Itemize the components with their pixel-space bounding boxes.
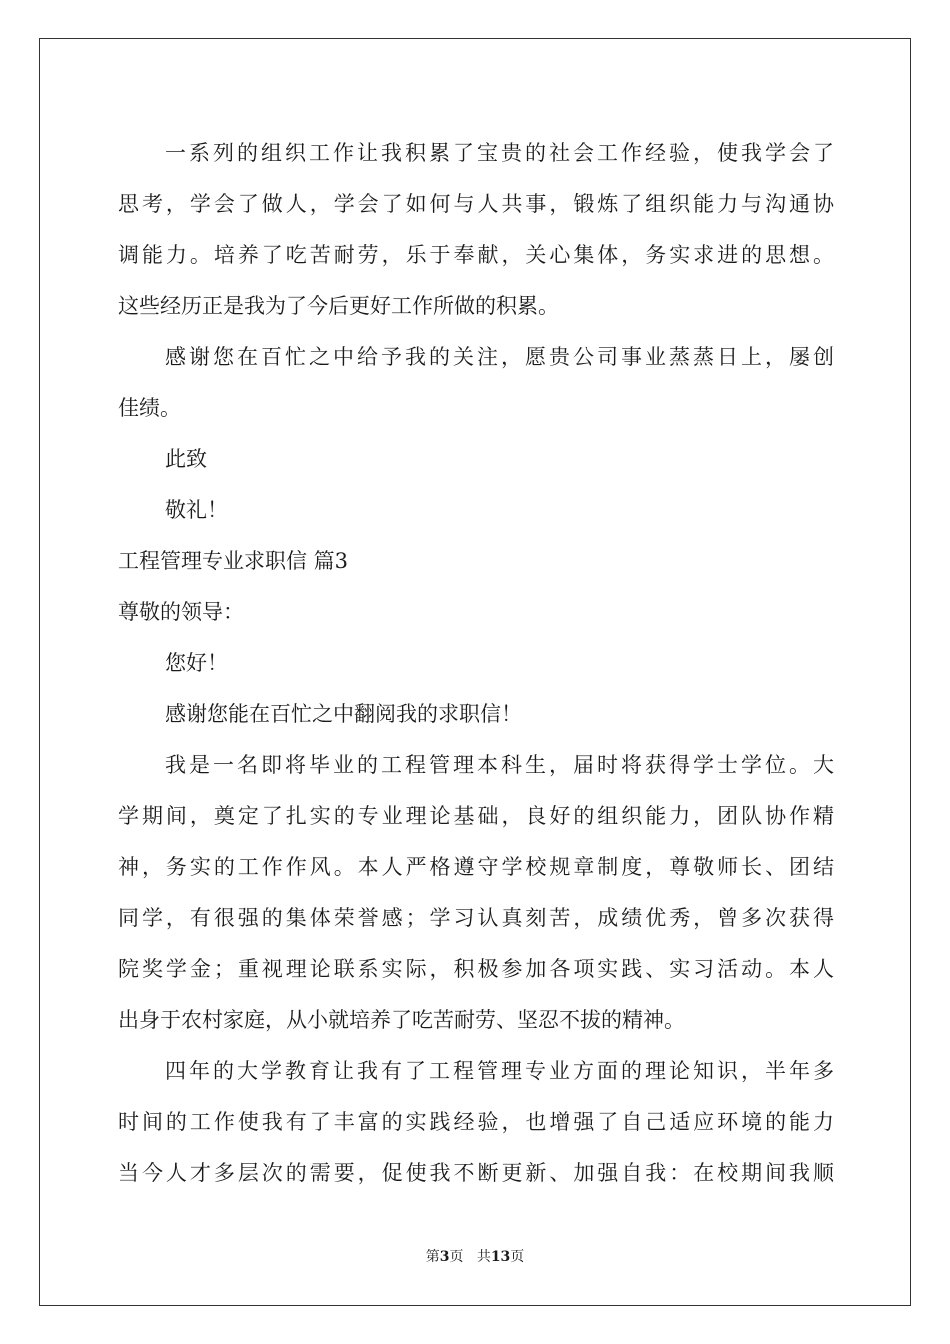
text-line: 您好！: [165, 651, 228, 675]
text-line: 思考，学会了做人，学会了如何与人共事，锻炼了组织能力与沟通协: [118, 192, 834, 216]
text-line: 感谢您能在百忙之中翻阅我的求职信！: [165, 702, 522, 726]
text-line: 这些经历正是我为了今后更好工作所做的积累。: [118, 294, 559, 318]
footer-prefix: 第: [425, 1249, 440, 1265]
text-line: 感谢您在百忙之中给予我的关注，愿贵公司事业蒸蒸日上，屡创: [165, 345, 834, 369]
text-line: 出身于农村家庭，从小就培养了吃苦耐劳、坚忍不拔的精神。: [118, 1008, 685, 1032]
footer-total-prefix: 共: [476, 1249, 491, 1265]
page-footer: [0, 1248, 950, 1266]
text-line: 神，务实的工作作风。本人严格遵守学校规章制度，尊敬师长、团结: [118, 855, 834, 879]
text-line: 院奖学金；重视理论联系实际，积极参加各项实践、实习活动。本人: [118, 957, 834, 981]
text-line: 一系列的组织工作让我积累了宝贵的社会工作经验，使我学会了: [165, 141, 834, 165]
text-line: 时间的工作使我有了丰富的实践经验，也增强了自己适应环境的能力: [118, 1110, 834, 1134]
document-body: [118, 128, 834, 1199]
text-line: 我是一名即将毕业的工程管理本科生，届时将获得学士学位。大: [165, 753, 834, 777]
text-line: 同学，有很强的集体荣誉感；学习认真刻苦，成绩优秀，曾多次获得: [118, 906, 834, 930]
text-line: 此致: [165, 447, 207, 471]
text-line: 当今人才多层次的需要，促使我不断更新、加强自我：在校期间我顺: [118, 1161, 834, 1185]
footer-total-number: 13: [490, 1249, 511, 1265]
footer-page-suffix: 页: [449, 1249, 464, 1265]
text-line: 工程管理专业求职信 篇3: [118, 549, 349, 573]
text-line: 学期间，奠定了扎实的专业理论基础，良好的组织能力，团队协作精: [118, 804, 834, 828]
text-line: 敬礼！: [165, 498, 228, 522]
footer-page-number: 3: [439, 1249, 450, 1265]
text-line: 调能力。培养了吃苦耐劳，乐于奉献，关心集体，务实求进的思想。: [118, 243, 834, 267]
footer-total-suffix: 页: [510, 1249, 525, 1265]
text-line: 四年的大学教育让我有了工程管理专业方面的理论知识，半年多: [165, 1059, 834, 1083]
text-line: 尊敬的领导：: [118, 600, 244, 624]
text-line: 佳绩。: [118, 396, 181, 420]
